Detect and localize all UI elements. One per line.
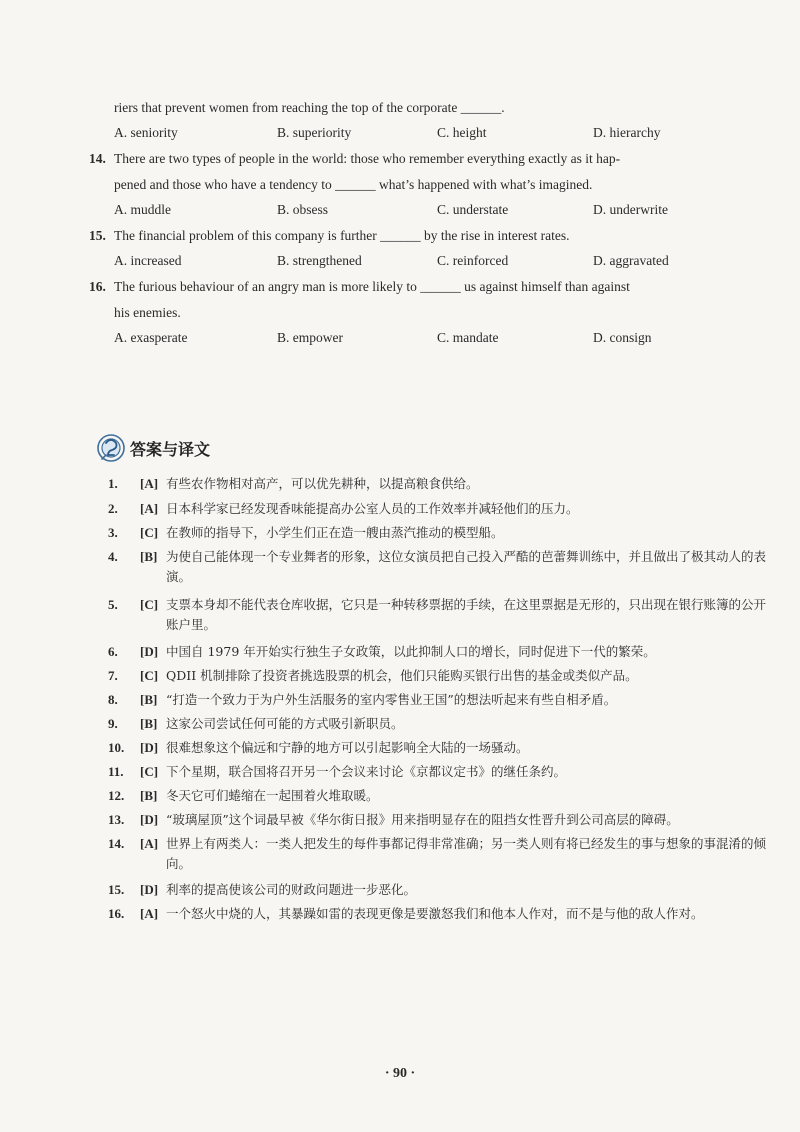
- answer-translation: 很难想象这个偏远和宁静的地方可以引起影响全大陆的一场骚动。: [166, 740, 529, 755]
- answer-number: 14.: [108, 836, 125, 851]
- q14-option-a: A. muddle: [114, 202, 171, 217]
- answer-number: 3.: [108, 525, 118, 540]
- answer-translation: 有些农作物相对高产，可以优先耕种，以提高粮食供给。: [166, 476, 479, 491]
- answer-number: 8.: [108, 692, 118, 707]
- answer-translation: 支票本身却不能代表仓库收据，它只是一种转移票据的手续，在这里票据是无形的，只出现在银行账簿的公开账户里。: [166, 597, 767, 632]
- answer-key: [A]: [140, 906, 159, 921]
- q14-line-2: pened and those who have a tendency to ______ what’s happened with what’s imagined.: [114, 177, 593, 192]
- answer-translation: 日本科学家已经发现香味能提高办公室人员的工作效率并减轻他们的压力。: [166, 501, 579, 516]
- q13-option-b: B. superiority: [277, 125, 352, 140]
- q16-option-b: B. empower: [277, 330, 343, 345]
- answer-key: [B]: [140, 716, 158, 731]
- q15-option-a: A. increased: [114, 253, 182, 268]
- answer-number: 2.: [108, 501, 118, 516]
- answer-key: [A]: [140, 836, 159, 851]
- answer-key: [C]: [140, 525, 159, 540]
- answer-number: 10.: [108, 740, 125, 755]
- q13-option-a: A. seniority: [114, 125, 178, 140]
- q13-text-tail: riers that prevent women from reaching the top of the corporate ______.: [114, 100, 505, 115]
- answer-translation: “玻璃屋顶”这个词最早被《华尔街日报》用来指明显存在的阻挡女性晋升到公司高层的障碍。: [166, 812, 679, 827]
- answer-translation: 在教师的指导下，小学生们正在造一艘由蒸汽推动的模型船。: [166, 525, 504, 540]
- q16-line-2: his enemies.: [114, 305, 181, 320]
- answer-key: [C]: [140, 764, 159, 779]
- q15-option-d: D. aggravated: [593, 253, 669, 268]
- answer-translation: 这家公司尝试任何可能的方式吸引新职员。: [166, 716, 404, 731]
- answer-key: [D]: [140, 740, 159, 755]
- answer-translation: 为使自己能体现一个专业舞者的形象，这位女演员把自己投入严酷的芭蕾舞训练中，并且做出了极其动人的表演。: [166, 549, 767, 584]
- answer-key: [A]: [140, 476, 159, 491]
- answer-translation: 中国自 1979 年开始实行独生子女政策，以此抑制人口的增长，同时促进下一代的繁荣。: [166, 644, 656, 659]
- q15-option-b: B. strengthened: [277, 253, 362, 268]
- answer-number: 11.: [108, 764, 124, 779]
- answer-key: [A]: [140, 501, 159, 516]
- q14-option-b: B. obsess: [277, 202, 329, 217]
- answer-key: [B]: [140, 549, 158, 564]
- answer-number: 13.: [108, 812, 125, 827]
- answer-key: [C]: [140, 668, 159, 683]
- answer-key: [B]: [140, 692, 158, 707]
- q15-option-c: C. reinforced: [437, 253, 509, 268]
- answer-number: 6.: [108, 644, 118, 659]
- answer-number: 1.: [108, 476, 118, 491]
- q14-option-d: D. underwrite: [593, 202, 668, 217]
- answer-translation: 冬天它可们蜷缩在一起围着火堆取暖。: [166, 788, 379, 803]
- answer-number: 9.: [108, 716, 118, 731]
- q14-number: 14.: [89, 151, 106, 166]
- q14-option-c: C. understate: [437, 202, 509, 217]
- answer-translation: 一个怒火中烧的人，其暴躁如雷的表现更像是要激怒我们和他本人作对，而不是与他的敌人作对。: [166, 906, 704, 921]
- q13-option-d: D. hierarchy: [593, 125, 661, 140]
- answer-number: 16.: [108, 906, 125, 921]
- answer-number: 7.: [108, 668, 118, 683]
- answer-key: [D]: [140, 644, 159, 659]
- q16-option-c: C. mandate: [437, 330, 499, 345]
- answer-translation: QDII 机制排除了投资者挑选股票的机会，他们只能购买银行出售的基金或类似产品。: [166, 668, 638, 683]
- answer-translation: 利率的提高使该公司的财政问题进一步恶化。: [166, 882, 417, 897]
- answers-section-header: [96, 428, 210, 468]
- answer-key: [B]: [140, 788, 158, 803]
- q14-line-1: There are two types of people in the world: those who remember everything exactly as it hap-: [114, 151, 621, 166]
- q16-option-a: A. exasperate: [114, 330, 188, 345]
- q15-number: 15.: [89, 228, 106, 243]
- answer-number: 12.: [108, 788, 125, 803]
- q16-option-d: D. consign: [593, 330, 652, 345]
- answer-number: 4.: [108, 549, 118, 564]
- answer-translation: 世界上有两类人：一类人把发生的每件事都记得非常准确；另一类人则有将已经发生的事与想象的事混淆的倾向。: [166, 836, 767, 871]
- answers-section-title: 答案与译文: [130, 439, 211, 459]
- answer-number: 15.: [108, 882, 125, 897]
- answer-key-icon: [96, 431, 126, 465]
- answer-key: [D]: [140, 882, 159, 897]
- q15-line-1: The financial problem of this company is further ______ by the rise in interest rates.: [114, 228, 570, 243]
- answer-translation: “打造一个致力于为户外生活服务的室内零售业王国”的想法听起来有些自相矛盾。: [166, 692, 617, 707]
- q16-number: 16.: [89, 279, 106, 294]
- answer-key: [D]: [140, 812, 159, 827]
- answer-translation: 下个星期，联合国将召开另一个会议来讨论《京都议定书》的继任条约。: [166, 764, 567, 779]
- page-number: · 90 ·: [384, 1066, 416, 1081]
- q16-line-1: The furious behaviour of an angry man is more likely to ______ us against himself than against: [114, 279, 630, 294]
- answer-key: [C]: [140, 597, 159, 612]
- q13-option-c: C. height: [437, 125, 487, 140]
- answer-number: 5.: [108, 597, 118, 612]
